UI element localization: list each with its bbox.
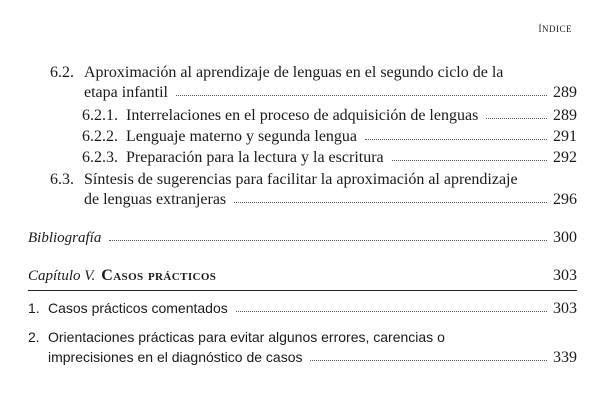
entry-number: 6.3. [50, 171, 74, 188]
entry-number: 6.2.1. [82, 107, 118, 124]
chapter-title: Casos prácticos [101, 267, 217, 284]
page-number: 289 [553, 84, 577, 101]
page-number: 339 [553, 349, 577, 366]
entry-label: Lenguaje materno y segunda lengua [126, 128, 358, 145]
toc-entry-6-2-2[interactable] [82, 127, 577, 147]
running-header: ÍNDICE [538, 24, 572, 34]
leader-dots [176, 91, 547, 96]
leader-dots [236, 307, 547, 312]
chapter-number: Capítulo V. [28, 268, 96, 284]
page-number: 303 [553, 267, 577, 284]
toc-entry-2[interactable] [28, 327, 577, 368]
entry-label: Casos prácticos comentados [48, 300, 228, 316]
entry-number: 6.2.3. [82, 149, 118, 166]
entry-label: Preparación para la lectura y la escritura [126, 149, 384, 166]
entry-number: 1. [28, 300, 40, 316]
page-number: 303 [553, 300, 577, 317]
chapter-rule [28, 290, 577, 291]
leader-dots [486, 114, 547, 119]
entry-label-line2: de lenguas extranjeras [84, 191, 227, 208]
toc-entry-6-3[interactable] [50, 170, 577, 210]
entry-label-line1: Síntesis de sugerencias para facilitar la aproximación al aprendizaje [84, 171, 518, 188]
leader-dots [392, 156, 547, 161]
page-number: 291 [553, 128, 577, 145]
entry-label: Bibliografía [28, 230, 102, 246]
leader-dots [109, 236, 547, 241]
toc-entry-6-2-1[interactable] [82, 106, 577, 126]
toc-entry-1[interactable] [28, 298, 577, 319]
toc-entry-bibliography[interactable] [28, 228, 577, 248]
toc-entry-6-2[interactable] [50, 63, 577, 103]
page-number: 292 [553, 149, 577, 166]
leader-dots [234, 198, 547, 203]
leader-dots [365, 135, 547, 140]
page-number: 289 [553, 107, 577, 124]
entry-number: 2. [28, 329, 40, 345]
leader-dots [310, 356, 547, 361]
page-number: 300 [553, 229, 577, 246]
page-number: 296 [553, 191, 577, 208]
entry-label-line1: Aproximación al aprendizaje de lenguas en el segundo ciclo de la [84, 64, 504, 81]
entry-label-line2: imprecisiones en el diagnóstico de casos [48, 349, 303, 365]
entry-label: Interrelaciones en el proceso de adquisición de lenguas [126, 107, 479, 124]
toc-entry-6-2-3[interactable] [82, 148, 577, 168]
entry-label-line2: etapa infantil [84, 84, 168, 101]
entry-label-line1: Orientaciones prácticas para evitar algunos errores, carencias o [48, 329, 445, 345]
entry-number: 6.2. [50, 64, 74, 81]
toc-entry-chapter-5[interactable] [28, 266, 577, 286]
entry-number: 6.2.2. [82, 128, 118, 145]
